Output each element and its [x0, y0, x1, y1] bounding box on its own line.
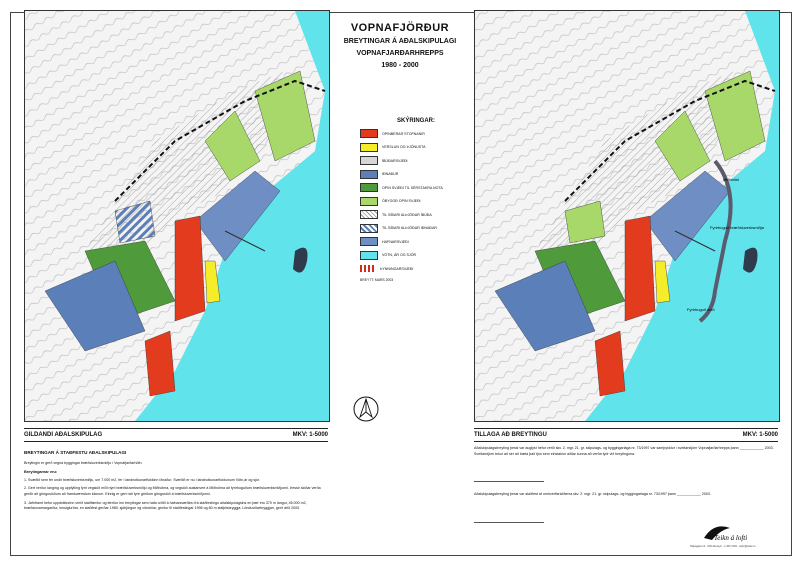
map-proposed-change	[474, 10, 780, 422]
legend-label: VÖTN, ÁR OG SJÓR	[382, 253, 417, 258]
change-subheading: Breytingarnar eru:	[24, 470, 58, 475]
legend-swatch	[360, 224, 378, 233]
label-midholmi: Miðhólmi	[723, 177, 740, 182]
map-current-plan-drawing	[25, 11, 329, 421]
title-main: VOPNAFJÖRÐUR	[350, 22, 450, 34]
change-item-1: 1. Svæðið sem fer undir bræðsluverksmiðju, um 7.000 m2, fer í landnotkunarflokkinn iðnaður. Svæðið er nú í landnotkunarflokkunum Vötn,ár og sjór.	[24, 477, 260, 482]
scale-right: MKV: 1-5000	[742, 432, 778, 438]
legend-label: TIL SÍÐARI ALÞJÓÐAR IÐNAÐAR	[382, 226, 437, 231]
firm-logo-text: Teikn á lofti	[714, 534, 748, 542]
legend-swatch	[360, 197, 378, 206]
legend-item	[360, 154, 472, 168]
approval-paragraph-3: Aðalskipulagsbreyting þessi var staðfest af umhverfisráðherra skv. 2. mgr. 21. gr. skipulags- og byggingarlaga nr. 73/1997 þann ____________ 2003.	[474, 492, 711, 497]
change-description	[24, 448, 328, 512]
caption-left-title: GILDANDI AÐALSKIPULAG	[24, 432, 103, 438]
change-item-3: 3. Jafnframt hefur uppdrátturinn verið staðfærður og færður inn breytingar sem hafa orðið á hafnarsvæðinu frá staðfestingu aðalskipulagsins en þær eru 370 m langur, 45.000 m2, bræðsluvarnargarður, innsiglurðar, en staðfest gerðar 1980; sjóbjörgun og vörubílar, gerður til staðfestingar 1996 og 80 m stálþilsbryggja. Lönduviðarbryggjan, gerð árið 2000.	[24, 500, 307, 511]
legend-swatch	[360, 237, 378, 246]
legend-label: ÓBYGGÐ OPIN SVÆÐI	[382, 199, 421, 204]
signature-line-2	[474, 516, 544, 523]
legend-item	[360, 208, 472, 222]
legend-label: ÍBÚÐARSVÆÐI	[382, 158, 408, 163]
approval-paragraph-1: Aðalskipulagsbreyting þessi var auglýst hefur verið skv. 2. mgr. 21. gr. skipulags- og byggingarlaga nr. 73/1997 var samþykktur í sveitarstjórn Vopnafjarðarhrepps þann ____________ 2003.	[474, 446, 774, 450]
map-current-plan	[24, 10, 330, 422]
label-new-path: Fyrirhuguð slóð	[687, 307, 715, 312]
legend-swatch	[360, 210, 378, 219]
title-line-1: BREYTINGAR Á AÐALSKIPULAGI	[343, 38, 457, 45]
legend-label: OPINBERAR STOFNANIR	[382, 131, 425, 136]
legend-label: ÞYNNINGARSVÆÐI	[380, 266, 414, 271]
legend-swatch	[360, 170, 378, 179]
public-institutions-2	[145, 331, 175, 396]
legend-item	[360, 141, 472, 155]
label-new-factory: Fyrirhuguð bræðsluverksmiðja	[710, 225, 764, 230]
north-arrow-icon	[352, 395, 380, 428]
legend-label: VERSLUN OG ÞJÓNUSTA	[382, 145, 426, 150]
legend-note: BREYTT: MARS 2003	[360, 277, 394, 282]
public-institutions-2	[595, 331, 625, 396]
title-block	[330, 22, 470, 70]
title-line-2: VOPNAFJARÐARHREPPS	[356, 50, 444, 57]
signature-line-1	[474, 475, 544, 482]
legend-item	[360, 195, 472, 209]
title-years: 1980 - 2000	[381, 62, 419, 69]
legend-item	[360, 127, 472, 141]
change-intro: Breytingin er gerð vegna byggingar bræðsluverksmiðju í Vopnafjarðarhöfn.	[24, 460, 143, 465]
caption-current-plan	[24, 428, 328, 442]
legend-label: IÐNAÐUR	[382, 172, 399, 177]
legend-swatch	[360, 143, 378, 152]
caption-right-title: TILLAGA AÐ BREYTINGU	[474, 432, 547, 438]
legend-item	[360, 222, 472, 236]
legend-item	[360, 235, 472, 249]
legend-swatch	[360, 156, 378, 165]
firm-contact: Skipagata 12 - 600 Akureyri - s 460 7200 - teikn@teikn.is	[690, 545, 756, 548]
legend-label: TIL SÍÐARI ALÞJÓÐAR ÍBÚÐA	[382, 212, 432, 217]
approval-paragraph-2: Sveitarstjórn tekur að sér að bæta það tjón sem einstaklur aðilar kunna að verða fyrir við breytinguna.	[474, 451, 636, 456]
caption-proposed-change	[474, 428, 778, 442]
legend-swatch	[360, 251, 378, 260]
legend-swatch	[360, 265, 376, 272]
legend-heading: SKÝRINGAR:	[396, 118, 435, 124]
change-heading: BREYTINGAR Á STAÐFESTU AÐALSKIPULAGI	[24, 450, 127, 455]
legend-item	[360, 168, 472, 182]
scale-left: MKV: 1-5000	[292, 432, 328, 438]
legend	[360, 118, 472, 282]
public-institutions-1	[175, 216, 205, 321]
legend-item	[360, 181, 472, 195]
legend-swatch	[360, 183, 378, 192]
change-item-2: 2. Gert verður langing og uppfylling fyrir vegslóð milli nýrri bræðsluverksmiðju og Miðhólma, og vegslóð austanvert á Miðhólma að fyrirhuguðum bræðsluverksmiðjunni. Þessir slóðar verða gerðir að gönguslóðum að framkvæmdum loknum. Einnig er gert ráð fyrir görðum gönguslóð á bræðsluverksmiðjunni.	[24, 486, 321, 496]
legend-label: HAFNARSVÆÐI	[382, 239, 409, 244]
legend-item	[360, 249, 472, 263]
legend-label: OPIN SVÆÐI TIL SÉRSTAKRA NOTA	[382, 185, 443, 190]
public-institutions-1	[625, 216, 655, 321]
legend-swatch	[360, 129, 378, 138]
map-proposed-change-drawing	[475, 11, 779, 421]
legend-item	[360, 262, 472, 276]
